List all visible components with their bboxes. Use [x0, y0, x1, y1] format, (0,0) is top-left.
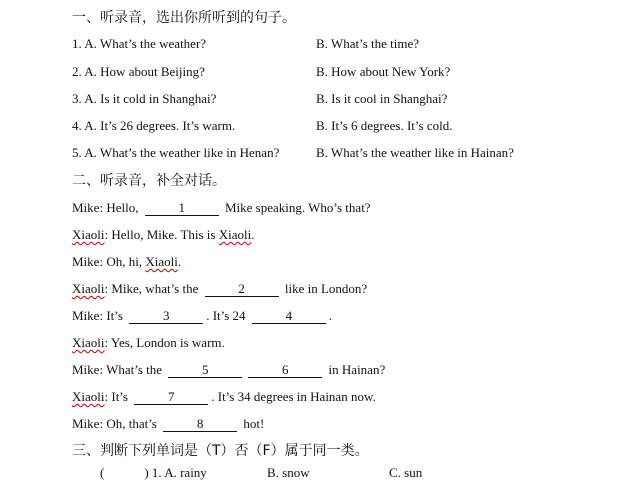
speaker: Mike	[72, 308, 100, 323]
dialogue-text: . It’s 34 degrees in Hainan now.	[211, 389, 376, 404]
list-item	[0, 33, 640, 55]
option-a: 4. A. It’s 26 degrees. It’s warm.	[72, 118, 236, 133]
option-a: ) 1. A. rainy	[144, 465, 207, 480]
dialogue-line	[0, 359, 640, 381]
list-item	[0, 61, 640, 83]
option-b: B. It’s 6 degrees. It’s cold.	[316, 118, 453, 133]
answer-blank[interactable]: 7	[134, 390, 208, 405]
dialogue-text: . It’s 24	[206, 308, 249, 323]
dialogue-text: hot!	[240, 416, 265, 431]
list-item	[0, 142, 640, 164]
speaker: Mike	[72, 416, 100, 431]
dialogue-text: like in London?	[281, 281, 368, 296]
dialogue-line	[0, 197, 640, 219]
paren-open: (	[100, 465, 105, 480]
option-b: B. What’s the time?	[316, 36, 420, 51]
section1-heading: 一、听录音，选出你所听到的句子。	[72, 10, 296, 26]
option-a: 5. A. What’s the weather like in Henan?	[72, 145, 280, 160]
option-a: 3. A. Is it cold in Shanghai?	[72, 91, 217, 106]
dialogue-line	[0, 224, 640, 246]
option-b: B. Is it cool in Shanghai?	[316, 91, 448, 106]
dialogue-text: .	[328, 308, 333, 323]
dialogue-text: Mike speaking. Who’s that?	[221, 200, 371, 215]
option-a: 1. A. What’s the weather?	[72, 36, 207, 51]
option-b: B. What’s the weather like in Hainan?	[316, 145, 514, 160]
option-b: B. snow	[267, 465, 310, 480]
option-b: B. How about New York?	[316, 64, 451, 79]
dialogue-text: .	[177, 254, 182, 269]
answer-blank[interactable]: 2	[205, 282, 279, 297]
list-item	[0, 462, 640, 484]
dialogue-text: : Oh, that’s	[99, 416, 161, 431]
name-word: Xiaoli	[145, 254, 178, 269]
answer-blank[interactable]: 6	[248, 363, 322, 378]
dialogue-line	[0, 278, 640, 300]
dialogue-text: : Hello,	[99, 200, 142, 215]
dialogue-line	[0, 305, 640, 327]
speaker: Xiaoli	[72, 389, 105, 404]
dialogue-text: : Mike, what’s the	[104, 281, 202, 296]
dialogue-line	[0, 386, 640, 408]
dialogue-text: : Oh, hi,	[99, 254, 146, 269]
answer-blank[interactable]: 3	[129, 309, 203, 324]
dialogue-text: : It’s	[99, 308, 127, 323]
name-word: Xiaoli	[218, 227, 252, 242]
list-item	[0, 88, 640, 110]
speaker: Xiaoli	[72, 227, 105, 242]
section2-heading: 二、听录音，补全对话。	[72, 173, 226, 189]
dialogue-line	[0, 251, 640, 273]
speaker: Xiaoli	[72, 281, 105, 296]
dialogue-text: .	[251, 227, 255, 242]
answer-blank[interactable]: 5	[168, 363, 242, 378]
speaker: Mike	[72, 362, 100, 377]
dialogue-text: in Hainan?	[325, 362, 386, 377]
dialogue-text: : What’s the	[99, 362, 166, 377]
answer-blank[interactable]: 1	[145, 201, 219, 216]
speaker: Xiaoli	[72, 335, 105, 350]
speaker: Mike	[72, 254, 100, 269]
dialogue-line	[0, 332, 640, 354]
dialogue-text: : Hello, Mike. This is	[104, 227, 219, 242]
answer-blank[interactable]: 4	[252, 309, 326, 324]
dialogue-line	[0, 413, 640, 435]
speaker: Mike	[72, 200, 100, 215]
answer-blank[interactable]: 8	[163, 417, 237, 432]
section3-heading: 三、判断下列单词是（T）否（F）属于同一类。	[72, 443, 369, 459]
option-a: 2. A. How about Beijing?	[72, 64, 205, 79]
dialogue-text: : It’s	[104, 389, 132, 404]
option-c: C. sun	[389, 465, 423, 480]
dialogue-text: : Yes, London is warm.	[104, 335, 225, 350]
list-item	[0, 115, 640, 137]
